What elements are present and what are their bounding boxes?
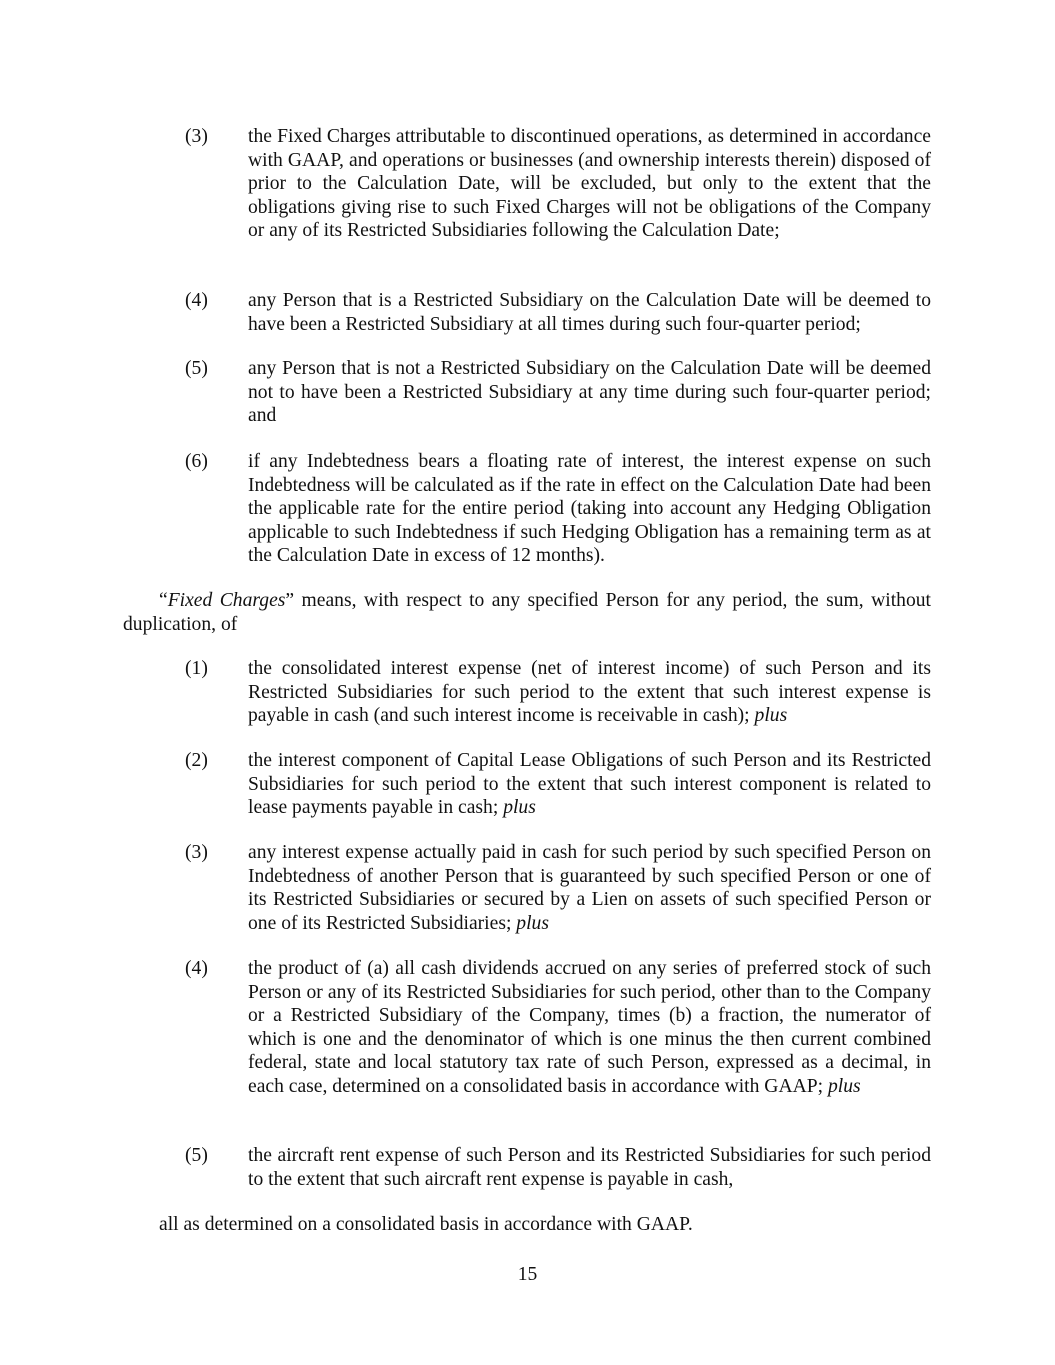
plus-suffix: plus [828,1075,861,1097]
item-text: any Person that is a Restricted Subsidiary on the Calculation Date will be deemed to have been a Restricted Subsidiary at all times during such four-quarter period; [248,290,931,335]
item-number: (5) [185,358,208,379]
item-text: any Person that is not a Restricted Subsidiary on the Calculation Date will be deemed not to have been a Restricted Subsidiary at any time during such four-quarter period; and [248,358,931,427]
item-number: (3) [185,842,208,863]
list-item [185,357,931,428]
item-number: (5) [185,1145,208,1166]
closing-statement: all as determined on a consolidated basis in accordance with GAAP. [159,1214,693,1235]
definition-text: ” means, with respect to any specified Person for any period, the sum, without duplication, of [123,590,931,635]
plus-suffix: plus [516,912,549,934]
list-item [185,125,931,243]
item-text: the interest component of Capital Lease Obligations of such Person and its Restricted Subsidiaries for such period to the extent that such interest component is related to lease payments payable in cash; plus [248,750,931,819]
open-quote: “ [159,590,168,611]
item-text: any interest expense actually paid in cash for such period by such specified Person on Indebtedness of another Person that is guaranteed by such specified Person or one of its Restricted Subsidiaries or secured by a Lien on assets of such specified Person or one of its Restricted Subsidiaries; plus [248,842,931,934]
plus-suffix: plus [503,797,536,819]
item-number: (6) [185,451,208,472]
item-number: (4) [185,290,208,311]
item-text: the Fixed Charges attributable to discontinued operations, as determined in accordance with GAAP, and operations or businesses (and ownership interests therein) disposed of prior to the Calculation Date, will be excluded, but only to the extent that the obligations giving rise to such Fixed Charges will not be obligations of the Company or any of its Restricted Subsidiaries following the Calculation Date; [248,126,931,242]
list-item [185,657,931,728]
plus-suffix: plus [754,705,788,727]
item-number: (4) [185,958,208,979]
list-item [185,749,931,820]
item-text: the aircraft rent expense of such Person and its Restricted Subsidiaries for such period to the extent that such aircraft rent expense is payable in cash, [248,1145,931,1190]
item-text: the product of (a) all cash dividends accrued on any series of preferred stock of such Person or any of its Restricted Subsidiaries for such period, other than to the Company or a Restricted Subsidiary of the Company, times (b) a fraction, the numerator of which is one and the denominator of which is one minus the then current combined federal, state and local statutory tax rate of such Person, expressed as a decimal, in each case, determined on a consolidated basis in accordance with GAAP; plus [248,958,931,1097]
item-number: (3) [185,126,208,147]
item-number: (2) [185,750,208,771]
page-number: 15 [517,1264,538,1285]
list-item [185,289,931,336]
list-item [185,1144,931,1191]
item-number: (1) [185,658,208,679]
definition-paragraph [123,589,931,636]
list-item [185,841,931,935]
defined-term: Fixed Charges [167,590,286,611]
list-item [185,450,931,568]
item-text: the consolidated interest expense (net of interest income) of such Person and its Restricted Subsidiaries for such period to the extent that such interest expense is payable in cash (and such interest income is receivable in cash); plus [248,658,931,727]
list-item [185,957,931,1099]
item-text: if any Indebtedness bears a floating rate of interest, the interest expense on such Indebtedness will be calculated as if the rate in effect on the Calculation Date had been the applicable rate for the entire period (taking into account any Hedging Obligation applicable to such Indebtedness if such Hedging Obligation has a remaining term as at the Calculation Date in excess of 12 months). [248,451,931,567]
